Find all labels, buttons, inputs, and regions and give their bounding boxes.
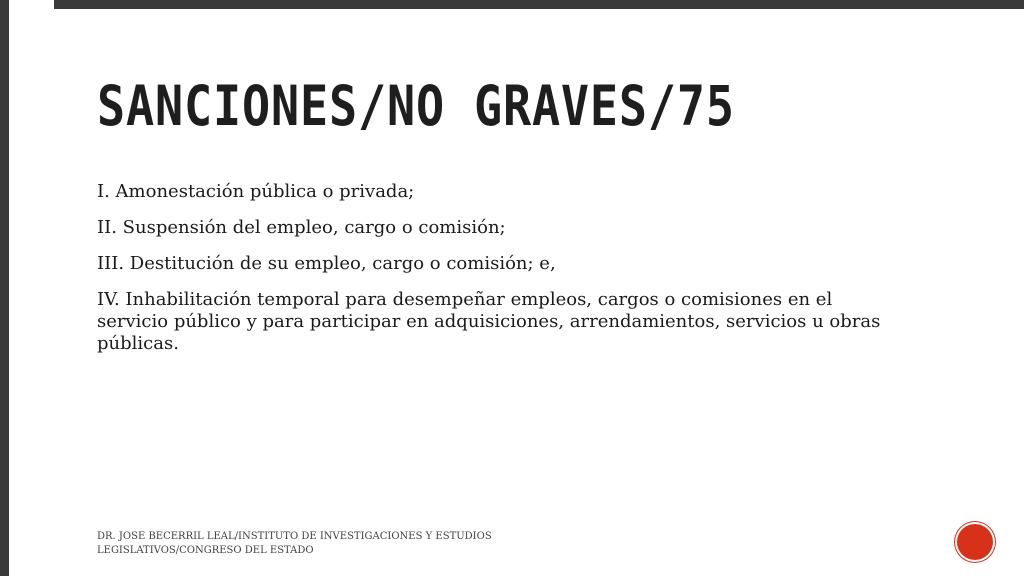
- sanctions-list: [97, 181, 907, 369]
- list-item: IV. Inhabilitación temporal para desempeñar empleos, cargos o comisiones en el servicio público y para participar en adquisiciones, arrendamientos, servicios u obras públicas.: [97, 289, 881, 354]
- list-item: III. Destitución de su empleo, cargo o comisión; e,: [97, 253, 556, 274]
- list-item: II. Suspensión del empleo, cargo o comisión;: [97, 217, 506, 238]
- left-accent-bar: [0, 0, 9, 576]
- list-item: I. Amonestación pública o privada;: [97, 181, 415, 202]
- footer-author: DR. JOSE BECERRIL LEAL/INSTITUTO DE INVESTIGACIONES Y ESTUDIOS LEGISLATIVOS/CONGRESO DEL ESTADO: [97, 531, 492, 556]
- top-accent-bar: [54, 0, 1024, 9]
- slide-number-badge: [957, 524, 993, 560]
- slide-title: SANCIONES/NO GRAVES/75: [97, 74, 735, 138]
